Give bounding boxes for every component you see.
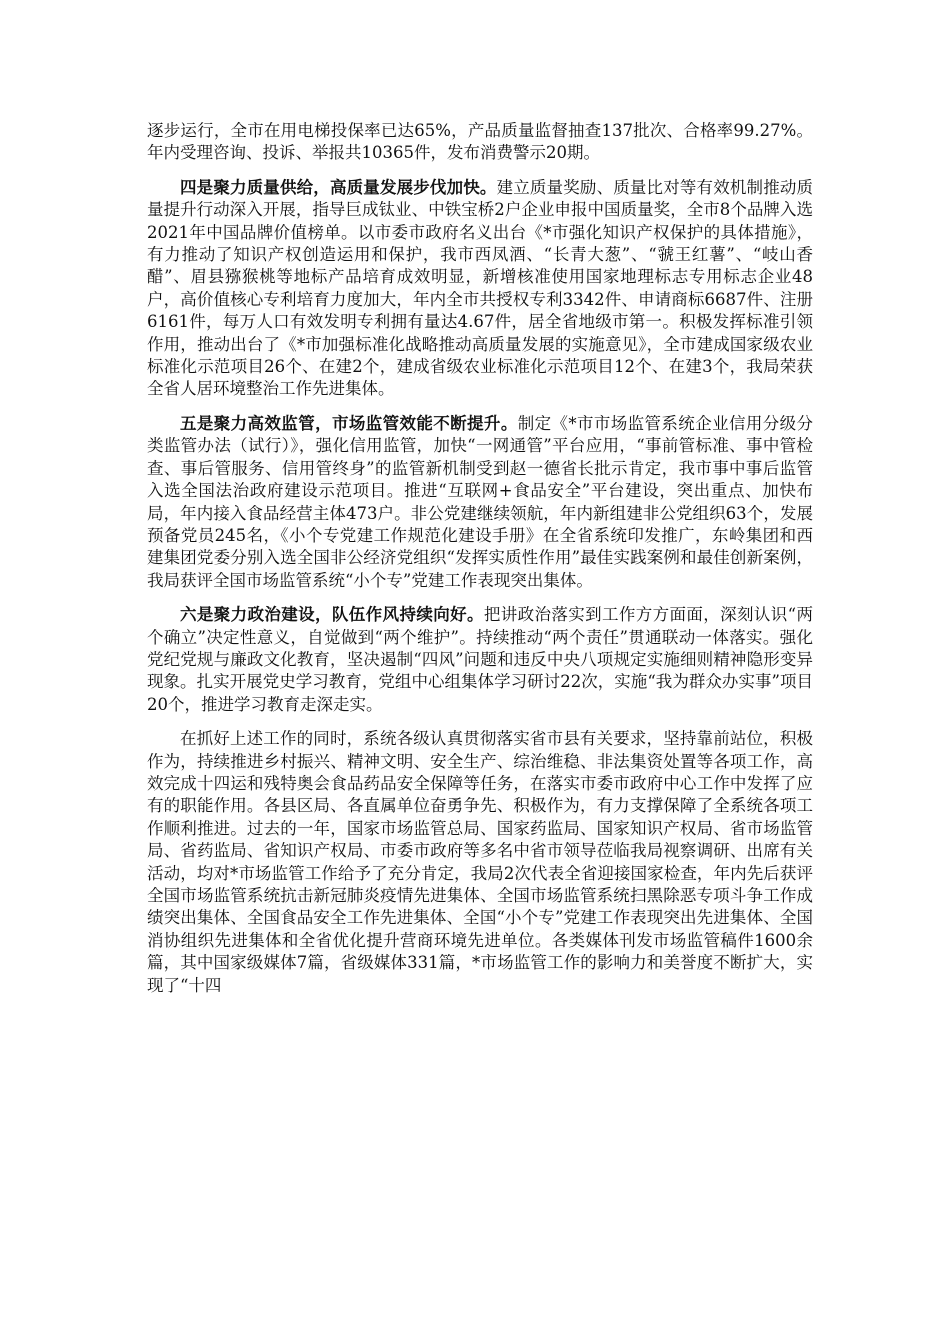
paragraph-political-building — [147, 604, 813, 716]
paragraph-text: 建立质量奖励、质量比对等有效机制推动质量提升行动深入开展，指导巨成钛业、中铁宝桥2户企业申报中国质量奖，全市8个品牌入选2021年中国品牌价值榜单。以市委市政府名义出台《*市强化知识产权保护的具体措施》，有力推动了知识产权创造运用和保护，我市西凤酒、“长青大葱”、“虢王红薯”、“岐山香醋”、眉县猕猴桃等地标产品培育成效明显，新增核准使用国家地理标志专用标志企业48户，高价值核心专利培育力度加大，年内全市共授权专利3342件、申请商标6687件、注册6161件，每万人口有效发明专利拥有量达4.67件，居全省地级市第一。积极发挥标准引领作用，推动出台了《*市加强标准化战略推动高质量发展的实施意见》，全市建成国家级农业标准化示范项目26个、在建2个，建成省级农业标准化示范项目12个、在建3个，我局荣获全省人居环境整治工作先进集体。 — [147, 177, 814, 399]
paragraph-text: 在抓好上述工作的同时，系统各级认真贯彻落实省市县有关要求，坚持靠前站位，积极作为，持续推进乡村振兴、精神文明、安全生产、综治维稳、非法集资处置等各项工作，高效完成十四运和残特奥会食品药品安全保障等任务，在落实市委市政府中心工作中发挥了应有的职能作用。各县区局、各直属单位奋勇争先、积极作为，有力支撑保障了全系统各项工作顺利推进。过去的一年，国家市场监管总局、国家药监局、国家知识产权局、省市场监管局、省药监局、省知识产权局、市委市政府等多名中省市领导莅临我局视察调研、出席有关活动，均对*市场监管工作给予了充分肯定，我局2次代表全省迎接国家检查，年内先后获评全国市场监管系统抗击新冠肺炎疫情先进集体、全国市场监管系统扫黑除恶专项斗争工作成绩突出集体、全国食品安全工作先进集体、全国“小个专”党建工作表现突出先进集体、全国消协组织先进集体和全省优化提升营商环境先进单位。各类媒体刊发市场监管稿件1600余篇，其中国家级媒体7篇，省级媒体331篇，*市场监管工作的影响力和美誉度不断扩大，实现了“十四 — [147, 729, 813, 995]
paragraph-summary — [147, 728, 813, 997]
paragraph-heading: 四是聚力质量供给，高质量发展步伐加快。 — [180, 177, 497, 197]
paragraph-heading: 六是聚力政治建设，队伍作风持续向好。 — [180, 605, 484, 625]
paragraph-text: 逐步运行，全市在用电梯投保率已达65%，产品质量监督抽查137批次、合格率99.27%。年内受理咨询、投诉、举报共10365件，发布消费警示20期。 — [147, 121, 813, 163]
document-body — [147, 120, 813, 997]
paragraph-heading: 五是聚力高效监管，市场监管效能不断提升。 — [180, 413, 518, 433]
paragraph-text: 把讲政治落实到工作方方面面，深刻认识“两个确立”决定性意义，自觉做到“两个维护”。持续推动“两个责任”贯通联动一体落实。强化党纪党规与廉政文化教育，坚决遏制“四风”问题和违反中央八项规定实施细则精神隐形变异现象。扎实开展党史学习教育，党组中心组集体学习研讨22次，实施“我为群众办实事”项目20个，推进学习教育走深走实。 — [147, 605, 814, 714]
paragraph-text: 制定《*市市场监管系统企业信用分级分类监管办法（试行）》，强化信用监管，加快“一网通管”平台应用，“事前管标准、事中管检查、事后管服务、信用管终身”的监管新机制受到赵一德省长批示肯定，我市事中事后监管入选全国法治政府建设示范项目。推进“互联网+食品安全”平台建设，突出重点、加快布局，年内接入食品经营主体473户。非公党建继续领航，年内新组建非公党组织63个，发展预备党员245名，《小个专党建工作规范化建设手册》在全省系统印发推广，东岭集团和西建集团党委分别入选全国非公经济党组织“发挥实质性作用”最佳实践案例和最佳创新案例，我局获评全国市场监管系统“小个专”党建工作表现突出集体。 — [147, 413, 814, 590]
paragraph-quality-supply — [147, 177, 813, 401]
paragraph-continuation — [147, 120, 813, 165]
paragraph-efficient-supervision — [147, 413, 813, 592]
